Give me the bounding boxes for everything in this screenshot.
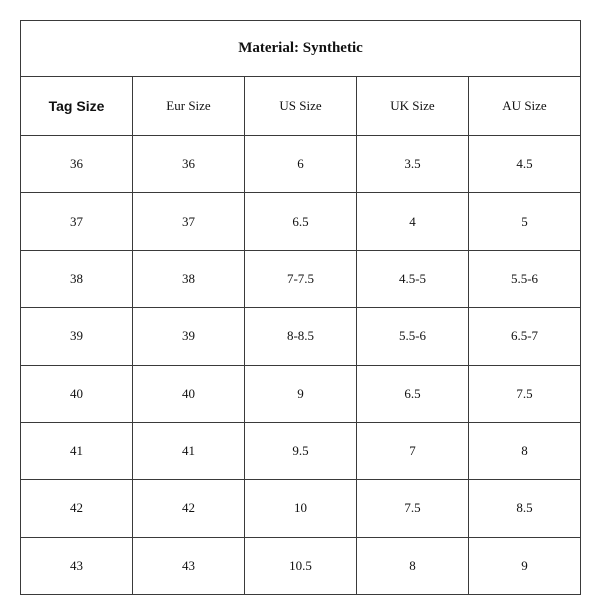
- cell-us-size: 6: [245, 136, 357, 193]
- header-au-size: AU Size: [469, 77, 581, 136]
- cell-uk-size: 6.5: [357, 365, 469, 422]
- cell-au-size: 5.5-6: [469, 250, 581, 307]
- cell-au-size: 7.5: [469, 365, 581, 422]
- cell-au-size: 6.5-7: [469, 308, 581, 365]
- table-row: [21, 365, 581, 422]
- table-row: [21, 250, 581, 307]
- cell-tag-size: 40: [21, 365, 133, 422]
- table-row: [21, 537, 581, 594]
- cell-au-size: 8.5: [469, 480, 581, 537]
- cell-au-size: 5: [469, 193, 581, 250]
- cell-us-size: 6.5: [245, 193, 357, 250]
- cell-tag-size: 42: [21, 480, 133, 537]
- cell-uk-size: 3.5: [357, 136, 469, 193]
- cell-us-size: 9.5: [245, 422, 357, 479]
- header-eur-size: Eur Size: [133, 77, 245, 136]
- cell-eur-size: 40: [133, 365, 245, 422]
- cell-uk-size: 4.5-5: [357, 250, 469, 307]
- cell-tag-size: 39: [21, 308, 133, 365]
- cell-us-size: 9: [245, 365, 357, 422]
- header-tag-size: Tag Size: [21, 77, 133, 136]
- header-row: [21, 77, 581, 136]
- table-row: [21, 308, 581, 365]
- cell-au-size: 8: [469, 422, 581, 479]
- cell-eur-size: 43: [133, 537, 245, 594]
- cell-eur-size: 36: [133, 136, 245, 193]
- cell-eur-size: 38: [133, 250, 245, 307]
- cell-us-size: 10.5: [245, 537, 357, 594]
- cell-tag-size: 41: [21, 422, 133, 479]
- header-uk-size: UK Size: [357, 77, 469, 136]
- table-row: [21, 136, 581, 193]
- table-row: [21, 193, 581, 250]
- cell-uk-size: 4: [357, 193, 469, 250]
- cell-tag-size: 38: [21, 250, 133, 307]
- cell-tag-size: 37: [21, 193, 133, 250]
- cell-eur-size: 39: [133, 308, 245, 365]
- cell-uk-size: 5.5-6: [357, 308, 469, 365]
- cell-tag-size: 43: [21, 537, 133, 594]
- cell-eur-size: 37: [133, 193, 245, 250]
- cell-us-size: 8-8.5: [245, 308, 357, 365]
- table-row: [21, 422, 581, 479]
- cell-uk-size: 8: [357, 537, 469, 594]
- cell-eur-size: 41: [133, 422, 245, 479]
- cell-us-size: 10: [245, 480, 357, 537]
- cell-uk-size: 7: [357, 422, 469, 479]
- cell-au-size: 9: [469, 537, 581, 594]
- cell-tag-size: 36: [21, 136, 133, 193]
- header-us-size: US Size: [245, 77, 357, 136]
- cell-eur-size: 42: [133, 480, 245, 537]
- table-row: [21, 480, 581, 537]
- size-chart-table: [20, 20, 581, 595]
- cell-au-size: 4.5: [469, 136, 581, 193]
- cell-uk-size: 7.5: [357, 480, 469, 537]
- cell-us-size: 7-7.5: [245, 250, 357, 307]
- table-title: Material: Synthetic: [21, 21, 581, 77]
- title-row: [21, 21, 581, 77]
